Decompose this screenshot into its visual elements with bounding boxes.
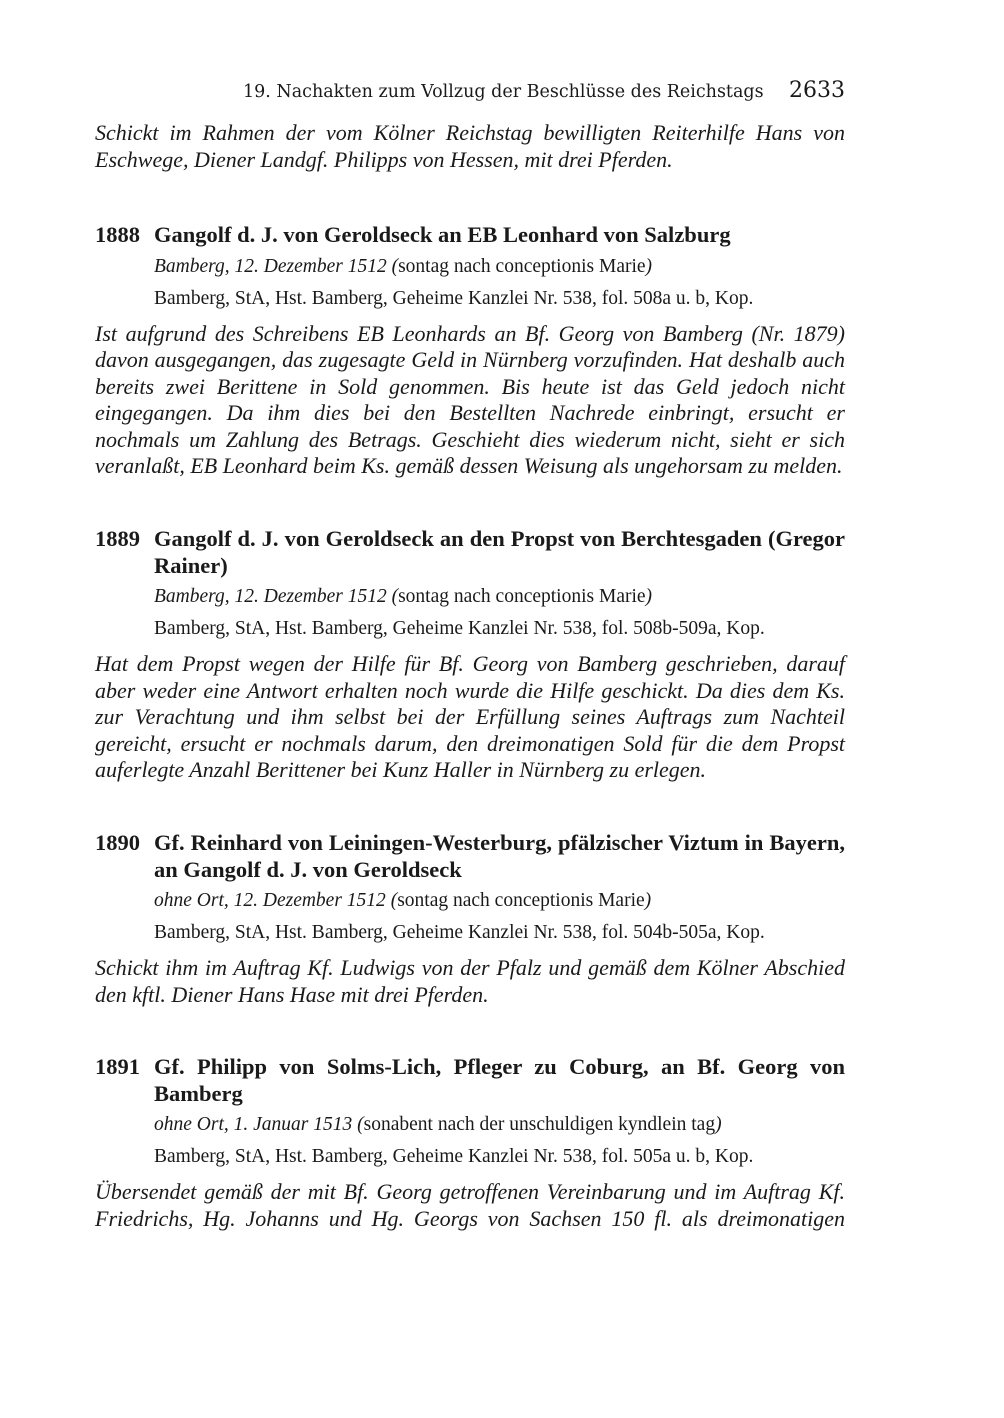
entry-source: Bamberg, StA, Hst. Bamberg, Geheime Kanzlei Nr. 538, fol. 504b-505a, Kop. [154,922,765,943]
original-date: sontag nach conceptionis Marie [398,255,646,277]
entry-summary: Hat dem Propst wegen der Hilfe für Bf. Georg von Bamberg geschrieben, darauf aber weder eine Antwort erhalten noch wurde die Hilfe geschickt. Da dies dem Ks. zur Verachtung und ihm selbst bei der Erfüllung seines Auftrags zum Nachteil gereicht, ersucht er nochmals darum, den dreimonatigen Sold für die dem Propst auferlegte Anzahl Berittener bei Kunz Haller in Nürnberg zu erlegen. [95,651,845,782]
entry-number: 1888 [95,222,140,247]
paren-close: ) [645,586,653,607]
entry-title: Gangolf d. J. von Geroldseck an EB Leonhard von Salzburg [154,222,731,247]
paren-close: ) [715,1114,722,1135]
entry-number: 1889 [95,526,140,551]
paren-close: ) [644,890,652,911]
entry-number: 1891 [95,1054,140,1079]
intro-block [95,120,845,173]
original-date: sontag nach conceptionis Marie [397,890,645,911]
entry-date-line [154,889,845,913]
entry-summary: Schickt ihm im Auftrag Kf. Ludwigs von der Pfalz und gemäß dem Kölner Abschied den kftl. Diener Hans Hase mit drei Pferden. [95,955,845,1007]
entry-source: Bamberg, StA, Hst. Bamberg, Geheime Kanzlei Nr. 538, fol. 505a u. b, Kop. [154,1146,754,1167]
entry-heading [95,830,845,883]
entry-source: Bamberg, StA, Hst. Bamberg, Geheime Kanzlei Nr. 538, fol. 508a u. b, Kop. [154,287,754,309]
place-date: Bamberg, 12. Dezember 1512 [154,586,387,607]
original-date: sontag nach conceptionis Marie [398,586,646,607]
entry-title: Gf. Reinhard von Leiningen-Westerburg, pfälzischer Viztum in Bayern, an Gangolf d. J. von Geroldseck [154,830,845,882]
entry-summary: Ist aufgrund des Schreibens EB Leonhards an Bf. Georg von Bamberg (Nr. 1879) davon ausgegangen, das zugesagte Geld in Nürnberg vorzufinden. Hat deshalb auch bereits zwei Berittene in Sold genommen. Bis heute ist das Geld jedoch nicht eingegangen. Da ihm dies bei den Bestellten Nachrede einbringt, ersucht er nochmals um Zahlung des Betrags. Geschieht dies wiederum nicht, sieht er sich veranlaßt, EB Leonhard beim Ks. gemäß dessen Weisung als ungehorsam zu melden. [95,320,845,478]
paren-open: ( [385,890,398,911]
running-title: 19. Nachakten zum Vollzug der Beschlüsse des Reichstags [243,82,764,102]
running-head [95,80,845,106]
entry-1889 [95,526,845,784]
entry-title: Gangolf d. J. von Geroldseck an den Propst von Berchtesgaden (Gregor Rainer) [154,526,845,578]
entry-number: 1890 [95,830,140,855]
entry-date-line [154,585,845,609]
paren-open: ( [352,1114,364,1135]
place-date: ohne Ort, 1. Januar 1513 [154,1114,353,1135]
entry-1890 [95,830,845,1008]
entry-source: Bamberg, StA, Hst. Bamberg, Geheime Kanzlei Nr. 538, fol. 508b-509a, Kop. [154,618,765,639]
entry-heading [95,1054,845,1107]
intro-paragraph: Schickt im Rahmen der vom Kölner Reichstag bewilligten Reiterhilfe Hans von Eschwege, Diener Landgf. Philipps von Hessen, mit drei Pferden. [95,120,845,172]
entry-date-line [154,1113,845,1137]
paren-open: ( [386,586,399,607]
entry-date-line [154,255,845,279]
original-date: sonabent nach der unschuldigen kyndlein tag [363,1114,716,1135]
entry-1888 [95,222,845,480]
page-number: 2633 [789,78,845,103]
entry-heading [95,526,845,579]
entry-heading [95,222,845,249]
paren-open: ( [386,255,399,277]
entry-summary: Übersendet gemäß der mit Bf. Georg getroffenen Vereinbarung und im Auftrag Kf. Friedrichs, Hg. Johanns und Hg. Georgs von Sachsen 150 fl. als dreimonatigen [95,1179,845,1231]
entry-title: Gf. Philipp von Solms-Lich, Pfleger zu Coburg, an Bf. Georg von Bamberg [154,1054,845,1106]
entry-1891 [95,1054,845,1232]
place-date: Bamberg, 12. Dezember 1512 [154,255,387,277]
paren-close: ) [645,255,653,277]
place-date: ohne Ort, 12. Dezember 1512 [154,890,386,911]
